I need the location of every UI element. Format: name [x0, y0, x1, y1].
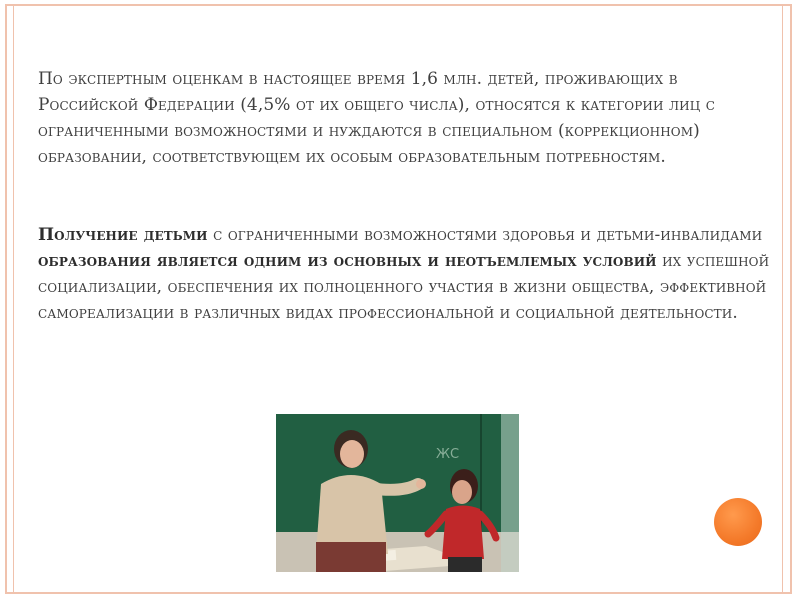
paragraph-2-bold-lead: Получение детьми	[38, 225, 208, 245]
paragraph-2-bold-middle: образования является одним из основных и неотъемлемых условий	[38, 251, 657, 271]
left-frame-rule	[13, 6, 14, 594]
classroom-photo	[276, 414, 519, 572]
paragraph-2-text-b: их успешной социализации, обеспечения их полноценного участия в жизни общества, эффективной самореализации в различных видах профессиональной и социальной деятельности.	[38, 251, 770, 323]
paragraph-education-importance	[38, 222, 773, 326]
chalkboard-text: ЖС	[436, 447, 460, 462]
paragraph-2-text-a: с ограниченными возможностями здоровья и детьми-инвалидами	[207, 225, 763, 245]
paragraph-statistics-text: По экспертным оценкам в настоящее время 1,6 млн. детей, проживающих в Российской Федерации (4,5% от их общего числа), относятся к категории лиц с ограниченными возможностями и нуждаются в специальном (коррекционном) образовании, соответствующем их особым образовательным потребностям.	[38, 69, 716, 167]
orange-accent-circle	[714, 498, 762, 546]
paragraph-statistics	[38, 66, 773, 170]
right-frame-rule	[782, 6, 783, 594]
